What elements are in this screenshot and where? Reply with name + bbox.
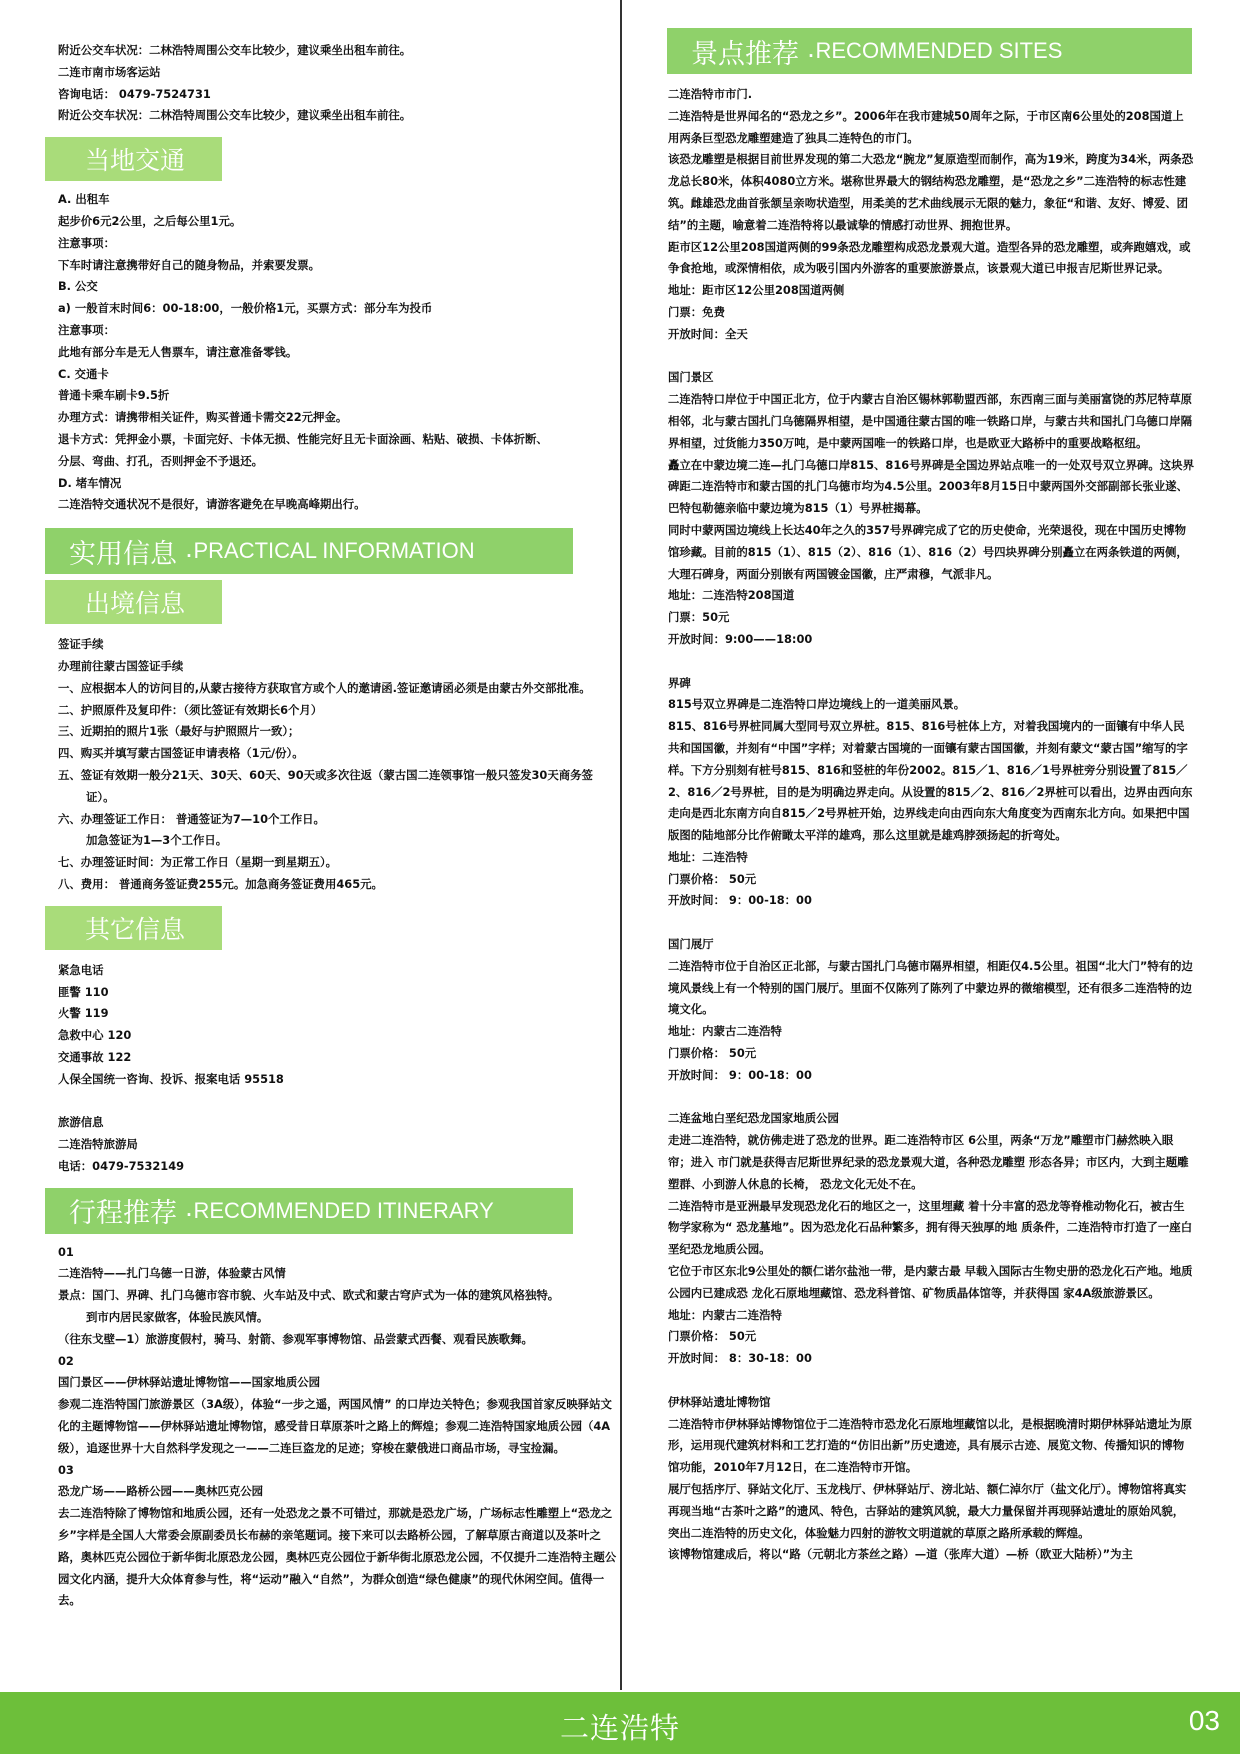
text-line: 退卡方式：凭押金小票，卡面完好、卡体无损、性能完好且无卡面涂画、粘贴、破损、卡体折断、 [58, 431, 548, 446]
section-header-practical-info [45, 528, 573, 574]
section-title-en: RECOMMENDED ITINERARY [193, 1197, 494, 1223]
site-name: 伊林驿站遗址博物馆 [668, 1394, 771, 1409]
left-column [58, 40, 618, 1612]
site-hours: 开放时间：9:00——18:00 [668, 631, 813, 646]
section-title: 实用信息 · [69, 538, 194, 569]
text-line: 匪警 110 [58, 984, 109, 999]
text-line: 交通事故 122 [58, 1049, 132, 1064]
text-line: 注意事项： [58, 322, 115, 337]
itinerary-block [58, 1242, 618, 1613]
section-header-exit-info [45, 580, 222, 624]
paragraph: 815号双立界碑是二连浩特口岸边境线上的一道美丽风景。 [668, 697, 966, 712]
paragraph: 该恐龙雕塑是根据目前世界发现的第二大恐龙“腕龙”复原造型而制作，高为19米，跨度为34米，两条恐龙总长80米，体积4080立方米。堪称世界最大的钢结构恐龙雕塑，是“恐龙之乡”二连浩特的标志性建筑。雌雄恐龙曲首张颔呈亲吻状造型，用柔美的艺术曲线展示无限的魅力，象征“和谐、友好、博爱、团结”的主题，喻意着二连浩特将以最诚挚的情感打动世界、拥抱世界。 [668, 152, 1194, 232]
text-line: 附近公交车状况：二林浩特周围公交车比较少，建议乘坐出租车前往。 [58, 43, 412, 57]
paragraph: 展厅包括序厅、驿站文化厅、玉龙栈厅、伊林驿站厅、滂北站、额仁淖尔厅（盐文化厅）。博物馆将真实再现当地“古茶叶之路”的遗风、特色，古驿站的建筑风貌，最大力量保留并再现驿站遗址的原始风貌，突出二连浩特的历史文化，体验魅力四射的游牧文明道就的草原之路所承载的辉煌。 [668, 1482, 1187, 1540]
text-line: 下车时请注意携带好自己的随身物品，并索要发票。 [58, 257, 320, 272]
paragraph: 参观二连浩特国门旅游景区（3A级），体验“一步之遥，两国风情” 的口岸边关特色；参观我国首家反映驿站文化的主题博物馆——伊林驿站遗址博物馆，感受昔日草原茶叶之路上的辉煌；参观二连浩特国家地质公园（4A级），追逐世界十大自然科学发现之一——二连巨盗龙的足迹；穿梭在蒙俄进口商品市场，寻宝捡漏。 [58, 1397, 612, 1455]
paragraph: 二连浩特市是亚洲最早发现恐龙化石的地区之一，这里埋藏 着十分丰富的恐龙等脊椎动物化石，被古生物学家称为“ 恐龙墓地”。因为恐龙化石品种繁多，拥有得天独厚的地 质条件，二连浩特市打造了一座白垩纪恐龙地质公园。 [668, 1198, 1193, 1257]
text-line: 人保全国统一咨询、投诉、报案电话 95518 [58, 1071, 284, 1086]
site-name: 国门展厅 [668, 937, 714, 952]
text-line: 二连浩特交通状况不是很好，请游客避免在早晚高峰期出行。 [58, 497, 366, 512]
transport-block [58, 189, 618, 516]
site-yilin-museum [668, 1392, 1195, 1566]
text-line: C. 交通卡 [58, 366, 109, 381]
paragraph: 该博物馆建成后，将以“路（元朝北方茶丝之路）—道（张库大道）—桥（欧亚大陆桥）”为主 [668, 1547, 1133, 1562]
text-line: 附近公交车状况：二林浩特周围公交车比较少，建议乘坐出租车前往。 [58, 108, 412, 123]
text-line: 二连浩特旅游局 [58, 1137, 138, 1152]
section-title: 其它信息 [85, 915, 186, 944]
text-line: 普通卡乘车刷卡9.5折 [58, 388, 170, 403]
site-hours: 开放时间：全天 [668, 326, 748, 341]
paragraph: 走进二连浩特，就仿佛走进了恐龙的世界。距二连浩特市区 6公里，两条“万龙”雕塑市门赫然映入眼帘；进入 市门就是获得吉尼斯世界纪录的恐龙景观大道，各种恐龙雕塑 形态各异；市区内，大到主题雕塑群、小到游人休息的长椅， 恐龙文化无处不在。 [668, 1133, 1189, 1191]
text-line: （往东戈壁—1）旅游度假村，骑马、射箭、参观军事博物馆、品尝蒙式西餐、观看民族歌舞。 [58, 1331, 533, 1346]
text-line: 紧急电话 [58, 962, 104, 977]
section-title: 行程推荐 · [69, 1198, 194, 1229]
paragraph: 同时中蒙两国边境线上长达40年之久的357号界碑完成了它的历史使命，光荣退役，现在中国历史博物馆珍藏。目前的815（1）、815（2）、816（1）、816（2）号四块界碑分别矗立在两条铁道的两侧，大理石碑身，两面分别嵌有两国镀金国徽，庄严肃穆，气派非凡。 [668, 522, 1188, 581]
text-line: 起步价6元2公里，之后每公里1元。 [58, 213, 242, 228]
text-line: 注意事项： [58, 235, 115, 250]
site-name: 国门景区 [668, 370, 714, 385]
itinerary-number: 02 [58, 1353, 74, 1368]
paragraph: 二连浩特口岸位于中国正北方，位于内蒙古自治区锡林郭勒盟西部，东西南三面与美丽富饶的苏尼特草原相邻，北与蒙古国扎门乌德隔界相望，是中国通往蒙古国的唯一铁路口岸，与蒙古共和国扎门乌德口岸隔界相望，过货能力350万吨，是中蒙两国唯一的铁路口岸，也是欧亚大路桥中的重要战略枢纽。 [668, 392, 1192, 450]
paragraph: 二连浩特市伊林驿站博物馆位于二连浩特市恐龙化石原地埋藏馆以北，是根据晚清时期伊林驿站遗址为原形，运用现代建筑材料和工艺打造的“仿旧出新”历史遗迹，具有展示古迹、展览文物、传播知识的博物馆功能，2010年7月12日，在二连浩特市开馆。 [668, 1416, 1192, 1475]
text-line: 到市内居民家做客，体验民族风情。 [86, 1310, 269, 1325]
site-address: 地址：内蒙古二连浩特 [668, 1307, 782, 1322]
visa-item: 七、办理签证时间：为正常工作日（星期一到星期五）。 [58, 855, 338, 870]
site-address: 地址：二连浩特 [668, 849, 748, 864]
text-line: 办理方式：请携带相关证件，购买普通卡需交22元押金。 [58, 410, 348, 425]
site-national-gate [668, 367, 1195, 650]
section-title: 当地交通 [85, 147, 186, 176]
page-number: 03 [1188, 1705, 1220, 1736]
emergency-block [58, 960, 618, 1178]
bus-info-block [58, 40, 618, 127]
section-header-local-transport [45, 137, 222, 181]
itinerary-title: 恐龙广场——路桥公园——奥林匹克公园 [58, 1484, 264, 1499]
page-footer [0, 1692, 1240, 1754]
visa-subheading: 办理前往蒙古国签证手续 [58, 658, 184, 673]
section-title-en: RECOMMENDED SITES [815, 38, 1063, 63]
text-line: 急救中心 120 [58, 1028, 132, 1043]
visa-item: 一、应根据本人的访问目的,从蒙古接待方获取官方或个人的邀请函.签证邀请函必须是由蒙古外交部批准。 [58, 680, 591, 695]
text-line: 咨询电话： 0479-7524731 [58, 86, 211, 101]
site-ticket: 门票价格： 50元 [668, 1046, 757, 1061]
column-divider [620, 0, 622, 1690]
site-gate-exhibition-hall [668, 934, 1195, 1087]
itinerary-number: 01 [58, 1244, 74, 1259]
text-line: a) 一般首末时间6：00-18:00，一般价格1元，买票方式：部分车为投币 [58, 301, 433, 316]
site-address: 地址：二连浩特208国道 [668, 588, 795, 603]
text-line: 电话：0479-7532149 [58, 1158, 185, 1173]
site-ticket: 门票价格： 50元 [668, 871, 757, 886]
paragraph: 它位于市区东北9公里处的额仁诺尔盐池一带，是内蒙古最 早载入国际古生物史册的恐龙化石产地。地质公园内已建成恐 龙化石原地埋藏馆、恐龙科普馆、矿物质晶体馆等，并获得国 家4A级旅游景区。 [668, 1264, 1193, 1300]
visa-item: 二、护照原件及复印件：（须比签证有效期长6个月） [58, 702, 323, 717]
section-title-en: PRACTICAL INFORMATION [193, 538, 475, 564]
text-line: 二连市南市场客运站 [58, 64, 161, 79]
section-title: 出境信息 [85, 590, 186, 619]
visa-item: 三、近期拍的照片1张（最好与护照照片一致）； [58, 724, 300, 739]
visa-item: 四、购买并填写蒙古国签证申请表格（1元/份）。 [58, 746, 304, 761]
visa-item: 八、费用： 普通商务签证费255元。加急商务签证费用465元。 [58, 876, 383, 891]
itinerary-title: 国门景区——伊林驿站遗址博物馆——国家地质公园 [58, 1375, 320, 1390]
site-city-gate [668, 84, 1195, 346]
visa-block [58, 634, 618, 896]
visa-item: 六、办理签证工作日： 普通签证为7—10个工作日。 [58, 811, 325, 826]
text-line: 旅游信息 [58, 1115, 104, 1130]
text-line: D. 堵车情况 [58, 475, 122, 490]
site-address: 地址：内蒙古二连浩特 [668, 1024, 782, 1039]
section-title: 景点推荐 · [691, 38, 816, 69]
visa-item-continued: 加急签证为1—3个工作日。 [86, 833, 228, 848]
paragraph: 去二连浩特除了博物馆和地质公园，还有一处恐龙之景不可错过，那就是恐龙广场，广场标志性雕塑上“恐龙之乡”字样是全国人大常委会原副委员长布赫的亲笔题词。接下来可以去路桥公园，了解草原古商道以及茶叶之路，奥林匹克公园位于新华街北原恐龙公园，奥林匹克公园位于新华街北原恐龙公园，不仅提升二连浩特主题公园文化内涵，提升大众体育参与性，将“运动”融入“自然”，为群众创造“绿色健康”的现代休闲空间。值得一去。 [58, 1506, 617, 1608]
text-line: 景点：国门、界碑、扎门乌德市容市貌、火车站及中式、欧式和蒙古穹庐式为一体的建筑风格独特。 [58, 1288, 560, 1303]
right-column [668, 28, 1195, 1566]
itinerary-title: 二连浩特——扎门乌德一日游，体验蒙古风情 [58, 1266, 286, 1281]
paragraph: 二连浩特市位于自治区正北部，与蒙古国扎门乌德市隔界相望，相距仅4.5公里。祖国“北大门”特有的边境风景线上有一个特别的国门展厅。里面不仅陈列了陈列了中蒙边界的微缩模型，还有很多二连浩特的边境文化。 [668, 958, 1193, 1017]
site-name: 二连浩特市市门. [668, 87, 753, 101]
site-boundary-marker [668, 673, 1195, 913]
site-hours: 开放时间： 9：00-18：00 [668, 1067, 812, 1082]
site-geopark [668, 1108, 1195, 1370]
text-line: A. 出租车 [58, 192, 110, 207]
text-line: 火警 119 [58, 1006, 109, 1021]
visa-item: 五、签证有效期一般分21天、30天、60天、90天或多次往返（蒙古国二连领事馆一般只签发30天商务签证）。 [58, 767, 593, 804]
paragraph: 二连浩特是世界闻名的“恐龙之乡”。2006年在我市建城50周年之际，于市区南6公里处的208国道上用两条巨型恐龙雕塑建造了独具二连特色的市门。 [668, 108, 1184, 145]
site-name: 界碑 [668, 675, 691, 690]
site-ticket: 门票价格： 50元 [668, 1329, 757, 1344]
section-header-recommended-sites [667, 28, 1192, 74]
visa-heading: 签证手续 [58, 637, 104, 652]
site-address: 地址：距市区12公里208国道两侧 [668, 283, 845, 298]
footer-title: 二连浩特 [559, 1713, 680, 1745]
paragraph: 距市区12公里208国道两侧的99条恐龙雕塑构成恐龙景观大道。造型各异的恐龙雕塑，或奔跑嬉戏，或争食抢地，或深情相依，成为吸引国内外游客的重要旅游景点，该景观大道已申报吉尼斯世界记录。 [668, 239, 1191, 276]
text-line: B. 公交 [58, 279, 98, 294]
site-ticket: 门票：50元 [668, 610, 730, 625]
text-line: 此地有部分车是无人售票车，请注意准备零钱。 [58, 344, 298, 359]
site-hours: 开放时间： 9：00-18：00 [668, 893, 812, 908]
section-header-itinerary [45, 1188, 573, 1234]
itinerary-number: 03 [58, 1462, 74, 1477]
site-ticket: 门票：免费 [668, 304, 725, 319]
text-line: 分层、弯曲、打孔，否则押金不予退还。 [58, 453, 264, 468]
paragraph: 矗立在中蒙边境二连—扎门乌德口岸815、816号界碑是全国边界站点唯一的一处双号双立界碑。这块界碑距二连浩特市和蒙古国的扎门乌德市均为4.5公里。2003年8月15日中蒙两国外交部副部长张业遂、巴特包勒德亲临中蒙边境为815（1）号界桩揭幕。 [668, 457, 1194, 516]
paragraph: 815、816号界桩同属大型同号双立界桩。815、816号桩体上方，对着我国境内的一面镶有中华人民共和国国徽，并刻有“中国”字样；对着蒙古国境的一面镶有蒙古国国徽，并刻有蒙文“蒙古国”缩写的字样。下方分别刻有桩号815、816和竖桩的年份2002。815／1、816／1号界桩旁分别设置了815／2、816／2号界桩，目的是为明确边界走向。从设置的815／2、816／2界桩可以看出，边界由西向东走向是西北东南方向自815／2号界桩开始，边界线走向由西向东大角度变为西南东北方向。如果把中国版图的陆地部分比作俯瞰太平洋的雄鸡，那么这里就是雄鸡脖颈扬起的折弯处。 [668, 719, 1193, 843]
site-name: 二连盆地白垩纪恐龙国家地质公园 [668, 1111, 839, 1126]
section-header-other-info [45, 906, 222, 950]
site-hours: 开放时间： 8：30-18：00 [668, 1351, 812, 1366]
